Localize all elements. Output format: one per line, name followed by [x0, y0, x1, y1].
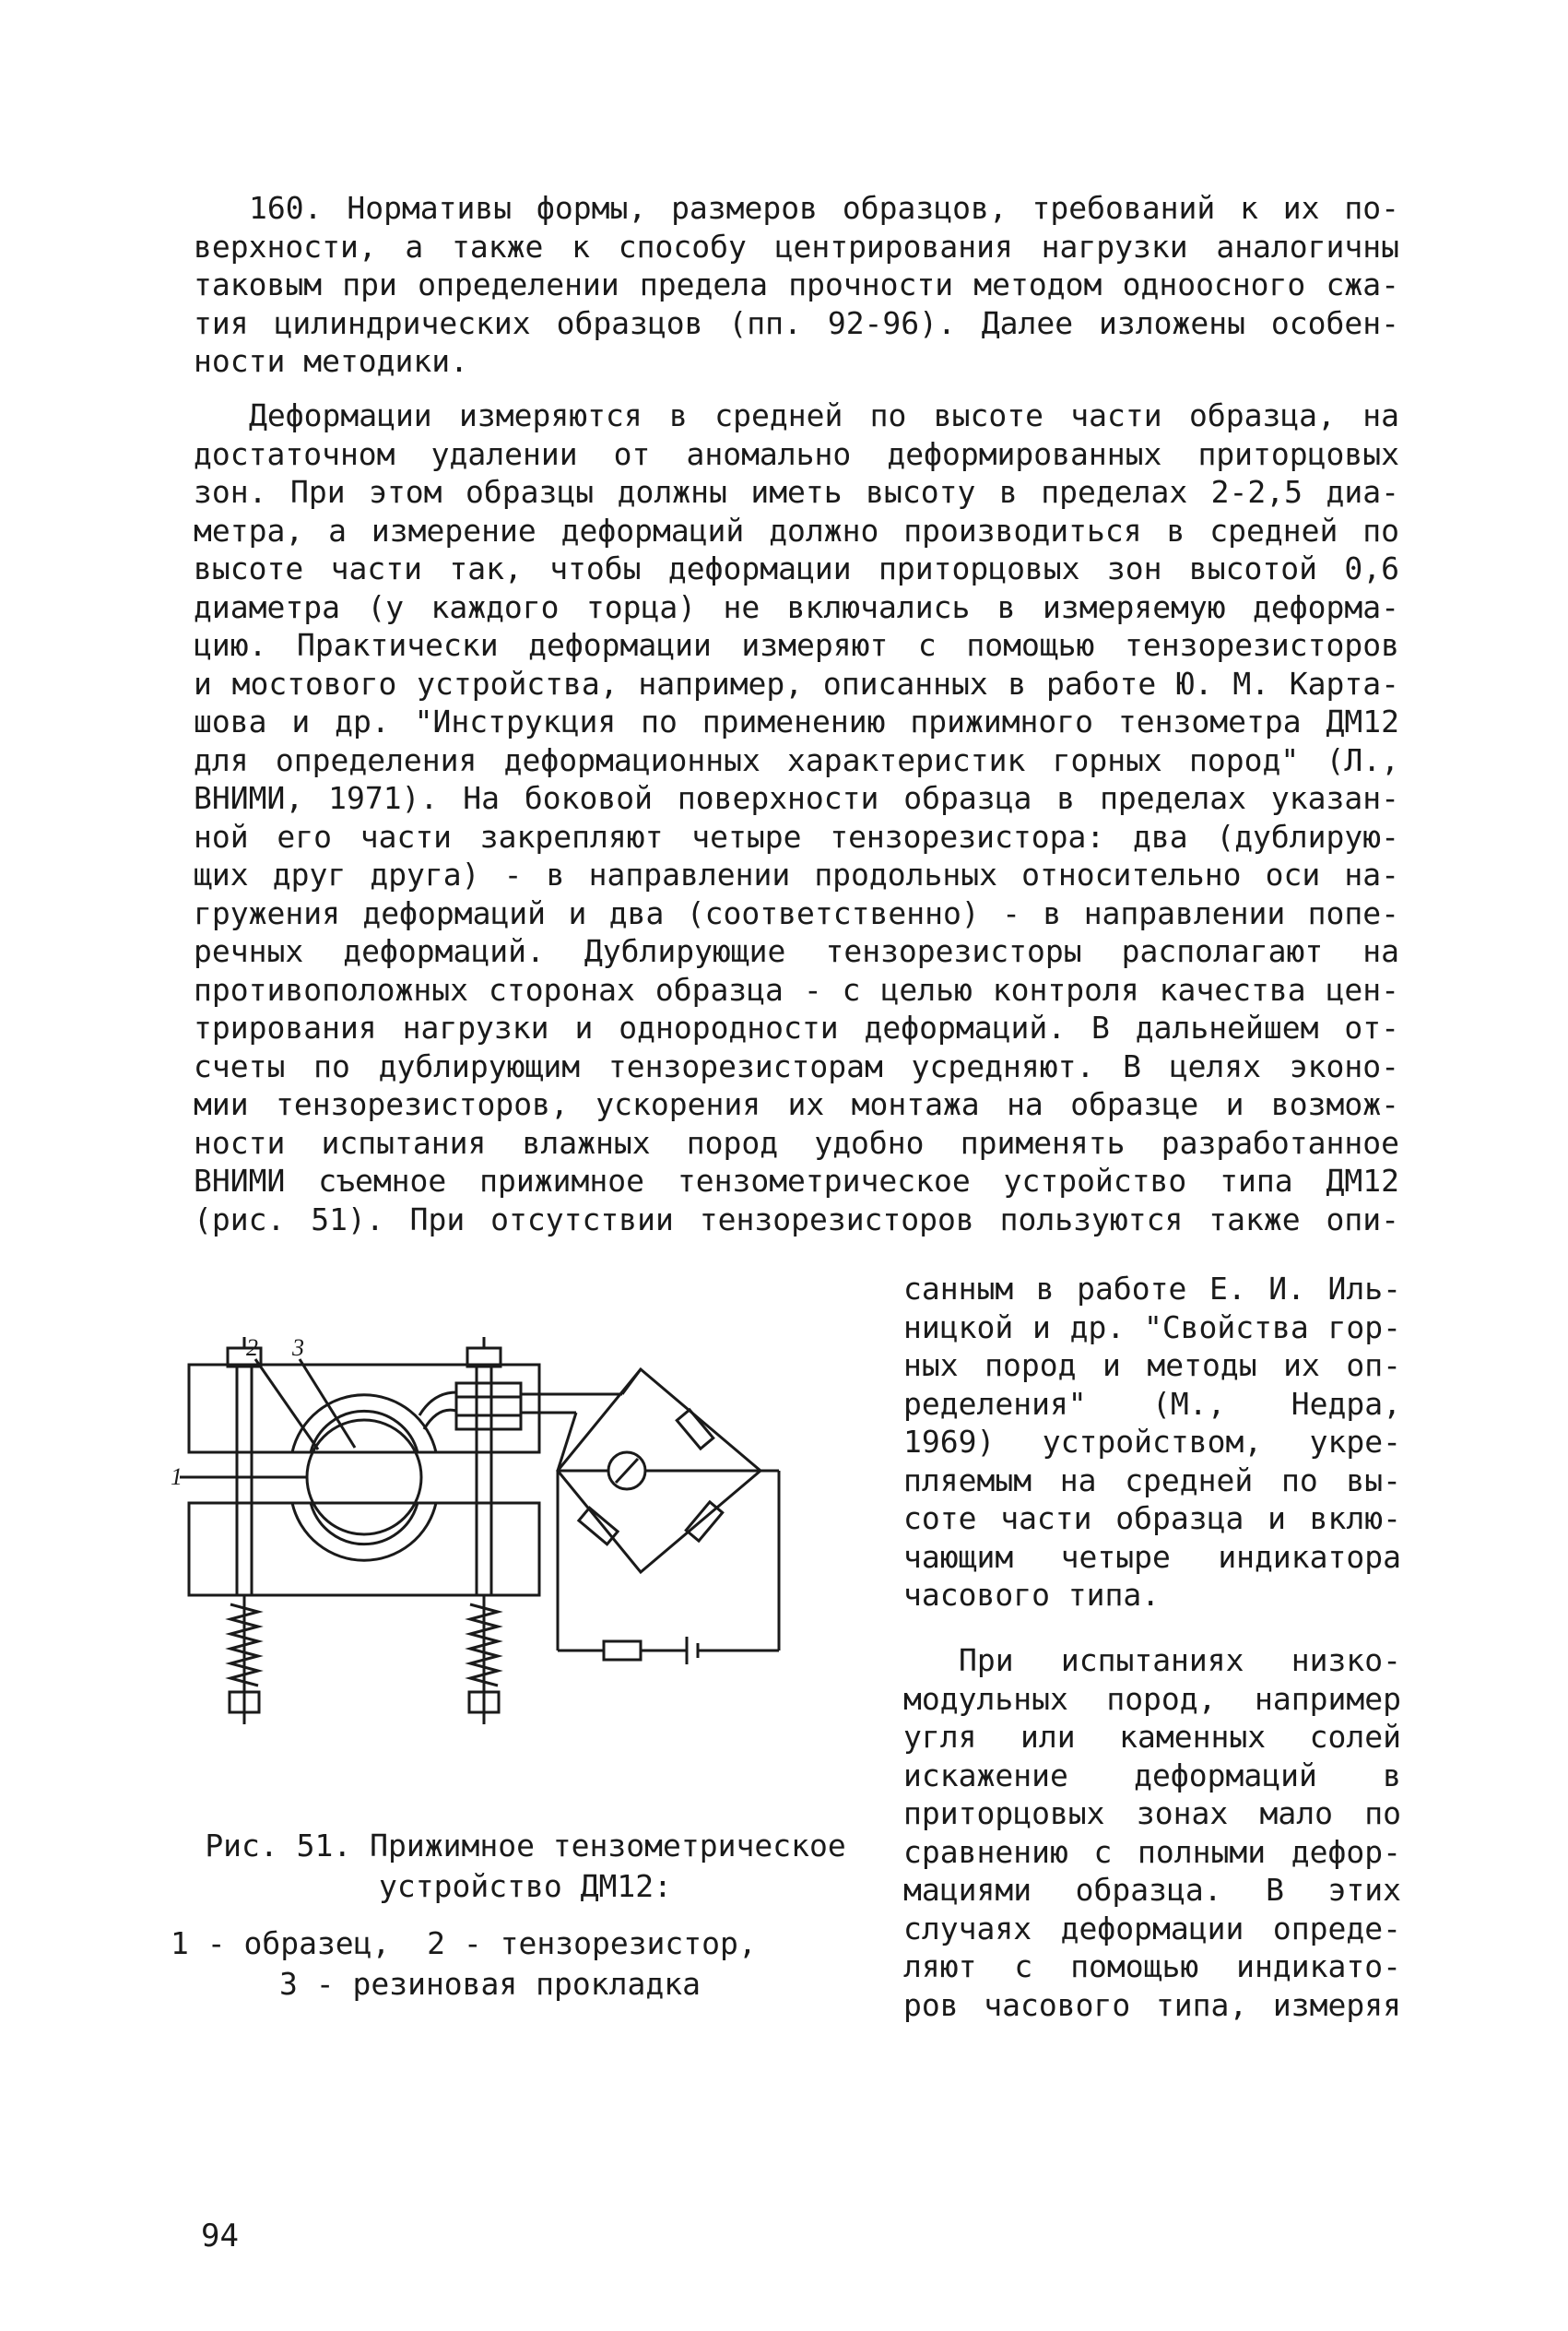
text-line: 1969) устройством, укре- — [903, 1424, 1401, 1460]
text-line: речных деформаций. Дублирующие тензорезисторы располагают на — [194, 933, 1399, 969]
text-line: щих друг друга) - в направлении продольных относительно оси на- — [194, 857, 1399, 893]
bridge-resistor-3 — [686, 1502, 723, 1541]
text-line: верхности, а также к способу центрирования нагрузки аналогичны — [194, 228, 1399, 265]
text-line: и мостового устройства, например, описанных в работе Ю. М. Карта- — [194, 665, 1399, 702]
paragraph-wrap-continued — [903, 1270, 1401, 1615]
specimen-circle — [307, 1420, 421, 1534]
text-line: счеты по дублирующим тензорезисторам усредняют. В целях эконо- — [194, 1047, 1399, 1084]
text-line: искажение деформаций в — [903, 1757, 1401, 1793]
text-line: ности испытания влажных пород удобно применять разработанное — [194, 1124, 1399, 1161]
text-line: тия цилиндрических образцов (пп. 92-96). Далее изложены особен- — [194, 304, 1399, 341]
text-line: модульных пород, например — [903, 1680, 1401, 1717]
text-line: случаях деформации опреде- — [903, 1910, 1401, 1946]
text-line: чающим четыре индикатора — [903, 1538, 1401, 1575]
text-line: метра, а измерение деформаций должно производиться в средней по — [194, 512, 1399, 549]
text-line: высоте части так, чтобы деформации приторцовых зон высотой 0,6 — [194, 550, 1399, 586]
text-line: ров часового типа, измеряя — [903, 1986, 1401, 2023]
text-line: достаточном удалении от аномально деформированных приторцовых — [194, 435, 1399, 472]
lead-wires — [419, 1392, 456, 1429]
figure-caption — [166, 1826, 885, 1907]
text-line: ницкой и др. "Свойства гор- — [903, 1308, 1401, 1345]
text-line: ляют с помощью индикато- — [903, 1948, 1401, 1984]
text-line: ных пород и методы их оп- — [903, 1347, 1401, 1383]
text-line: ВНИМИ, 1971). На боковой поверхности образца в пределах указан- — [194, 780, 1399, 816]
lower-block — [189, 1503, 539, 1595]
text-line: зон. При этом образцы должны иметь высоту в пределах 2-2,5 диа- — [194, 474, 1399, 510]
connector — [456, 1383, 521, 1429]
rheostat — [604, 1641, 641, 1660]
text-line: диаметра (у каждого торца) не включались в измеряемую деформа- — [194, 588, 1399, 625]
text-line: ределения" (М., Недра, — [903, 1385, 1401, 1422]
text-line: (рис. 51). При отсутствии тензорезисторов пользуются также опи- — [194, 1201, 1399, 1237]
text-line: санным в работе Е. И. Иль- — [903, 1271, 1401, 1307]
label-3: 3 — [292, 1334, 304, 1361]
text-line: часового типа. — [903, 1577, 1161, 1613]
text-line: таковым при определении предела прочности методом одноосного сжа- — [194, 266, 1399, 302]
text-line: мациями образца. В этих — [903, 1872, 1401, 1908]
paragraph-deformations — [194, 396, 1399, 1238]
text-line: шова и др. "Инструкция по применению прижимного тензометра ДМ12 — [194, 704, 1399, 740]
lower-gasket — [292, 1503, 436, 1560]
text-line: для определения деформационных характеристик горных пород" (Л., — [194, 741, 1399, 778]
upper-block — [189, 1365, 539, 1452]
text-line: ной его части закрепляют четыре тензорезистора: два (дублирую- — [194, 818, 1399, 855]
text-line: ности методики. — [194, 343, 469, 379]
legend-line: 1 - образец, 2 - тензорезистор, — [171, 1925, 757, 1961]
text-line: приторцовых зонах мало по — [903, 1795, 1401, 1831]
bridge-resistor-2 — [579, 1508, 618, 1544]
text-line: мии тензорезисторов, ускорения их монтажа на образце и возмож- — [194, 1086, 1399, 1122]
page-number: 94 — [201, 2218, 239, 2254]
figure-51-clamp-tensometer — [171, 1328, 871, 1807]
text-line: трирования нагрузки и однородности деформаций. В дальнейшем от- — [194, 1010, 1399, 1046]
text-line: 160. Нормативы формы, размеров образцов, требований к их по- — [249, 190, 1399, 226]
text-line: соте части образца и вклю- — [903, 1500, 1401, 1536]
bridge-resistor-1 — [677, 1410, 713, 1449]
text-line: противоположных сторонах образца - с целью контроля качества цен- — [194, 971, 1399, 1008]
text-line: угля или каменных солей — [903, 1719, 1401, 1755]
caption-line: Рис. 51. Прижимное тензометрическое — [205, 1828, 846, 1864]
legend-line: 3 - резиновая прокладка — [279, 1966, 701, 2002]
label-2: 2 — [246, 1334, 258, 1361]
text-line: гружения деформаций и два (соответственно) - в направлении попе- — [194, 894, 1399, 931]
text-line: При испытаниях низко- — [959, 1642, 1401, 1678]
caption-line: устройство ДМ12: — [379, 1868, 672, 1904]
text-line: пляемым на средней по вы- — [903, 1461, 1401, 1498]
figure-legend — [171, 1923, 890, 2005]
text-line: цию. Практически деформации измеряют с помощью тензорезисторов — [194, 627, 1399, 663]
paragraph-low-modulus — [903, 1641, 1401, 2024]
text-line: ВНИМИ съемное прижимное тензометрическое устройство типа ДМ12 — [194, 1163, 1399, 1199]
text-line: сравнению с полными дефор- — [903, 1833, 1401, 1870]
label-1: 1 — [171, 1463, 183, 1490]
paragraph-160 — [194, 189, 1399, 381]
text-line: Деформации измеряются в средней по высоте части образца, на — [249, 397, 1399, 433]
